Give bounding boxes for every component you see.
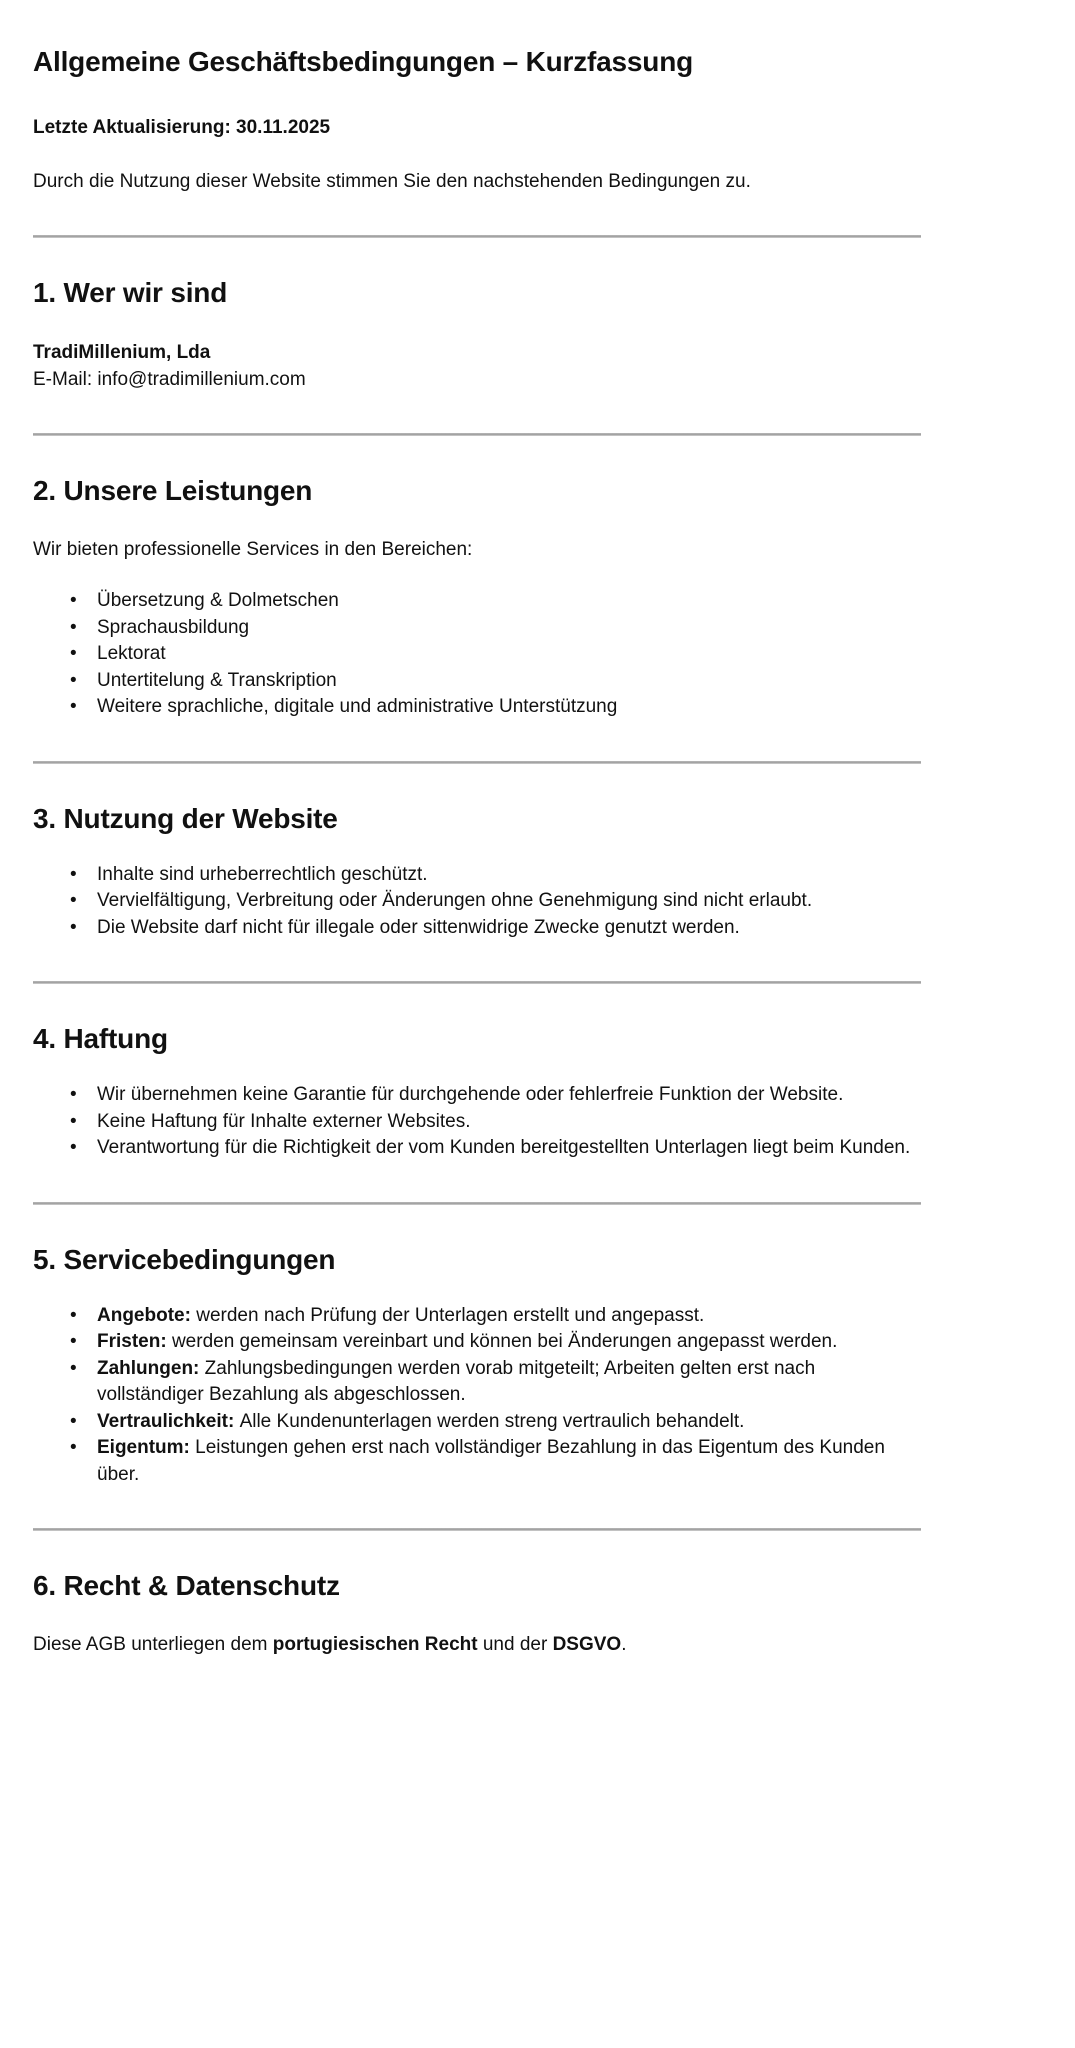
section-heading-liability: 4. Haftung (33, 1023, 168, 1054)
list-item (97, 1329, 923, 1356)
term-text: Zahlungsbedingungen werden vorab mitgeteilt; Arbeiten gelten erst nach vollständiger Bezahlung als abgeschlossen. (97, 1357, 816, 1405)
list-item: • Untertitelung & Transkription (97, 668, 923, 695)
website-use-list (33, 862, 923, 942)
law-paragraph (33, 1632, 923, 1658)
law-text: Diese AGB unterliegen dem (33, 1634, 273, 1655)
section-divider (33, 761, 921, 764)
section-divider (33, 433, 921, 436)
company-block (33, 339, 923, 393)
company-email: E-Mail: info@tradimillenium.com (33, 369, 306, 390)
list-item: • Inhalte sind urheberrechtlich geschützt. (97, 862, 923, 889)
law-text-bold: DSGVO (552, 1634, 622, 1655)
term-label: Fristen: (97, 1331, 172, 1352)
list-item: • Wir übernehmen keine Garantie für durchgehende oder fehlerfreie Funktion der Website. (97, 1082, 923, 1109)
section-heading-service-terms: 5. Servicebedingungen (33, 1243, 336, 1275)
section-divider (33, 1528, 921, 1531)
section-divider (33, 235, 921, 238)
list-item: • Sprachausbildung (97, 615, 923, 642)
section-heading-website-use: 3. Nutzung der Website (33, 802, 338, 834)
law-text-bold: portugiesischen Recht (272, 1634, 478, 1655)
list-item (97, 1303, 923, 1330)
term-label: Zahlungen: (97, 1357, 205, 1379)
term-text: werden gemeinsam vereinbart und können bei Änderungen angepasst werden. (171, 1331, 838, 1352)
services-intro: Wir bieten professionelle Services in den Bereichen: (33, 539, 473, 560)
law-text: und der (477, 1634, 553, 1655)
liability-list (33, 1082, 923, 1162)
list-item: • Die Website darf nicht für illegale oder sittenwidrige Zwecke genutzt werden. (97, 915, 923, 942)
list-item (97, 1409, 923, 1436)
section-heading-law: 6. Recht & Datenschutz (33, 1570, 340, 1601)
list-item: • Weitere sprachliche, digitale und administrative Unterstützung (97, 694, 923, 721)
last-updated-label: Letzte Aktualisierung: 30.11.2025 (33, 117, 331, 138)
section-heading-services: 2. Unsere Leistungen (33, 475, 313, 506)
term-text: Alle Kundenunterlagen werden streng vertraulich behandelt. (239, 1410, 745, 1432)
service-terms-list (33, 1303, 923, 1489)
term-text: Leistungen gehen erst nach vollständiger Bezahlung in das Eigentum des Kunden über. (97, 1437, 885, 1485)
law-text: . (621, 1634, 627, 1655)
term-label: Eigentum: (97, 1437, 196, 1458)
list-item (97, 1356, 923, 1409)
term-text: werden nach Prüfung der Unterlagen erstellt und angepasst. (196, 1304, 705, 1326)
document-content (33, 44, 923, 1658)
list-item: • Vervielfältigung, Verbreitung oder Änderungen ohne Genehmigung sind nicht erlaubt. (97, 888, 923, 915)
company-name: TradiMillenium, Lda (33, 342, 211, 363)
list-item: • Lektorat (97, 641, 923, 668)
intro-paragraph: Durch die Nutzung dieser Website stimmen Sie den nachstehenden Bedingungen zu. (33, 171, 751, 192)
section-heading-who: 1. Wer wir sind (33, 277, 228, 308)
list-item: • Verantwortung für die Richtigkeit der vom Kunden bereitgestellten Unterlagen liegt beim Kunden. (97, 1135, 923, 1162)
section-divider (33, 981, 921, 984)
services-list (33, 588, 923, 721)
document-title: Allgemeine Geschäftsbedingungen – Kurzfassung (33, 46, 694, 77)
list-item: • Übersetzung & Dolmetschen (97, 588, 923, 615)
term-label: Vertraulichkeit: (97, 1410, 240, 1432)
list-item: • Keine Haftung für Inhalte externer Websites. (97, 1109, 923, 1136)
list-item (97, 1435, 923, 1488)
term-label: Angebote: (97, 1304, 197, 1326)
section-divider (33, 1202, 921, 1205)
